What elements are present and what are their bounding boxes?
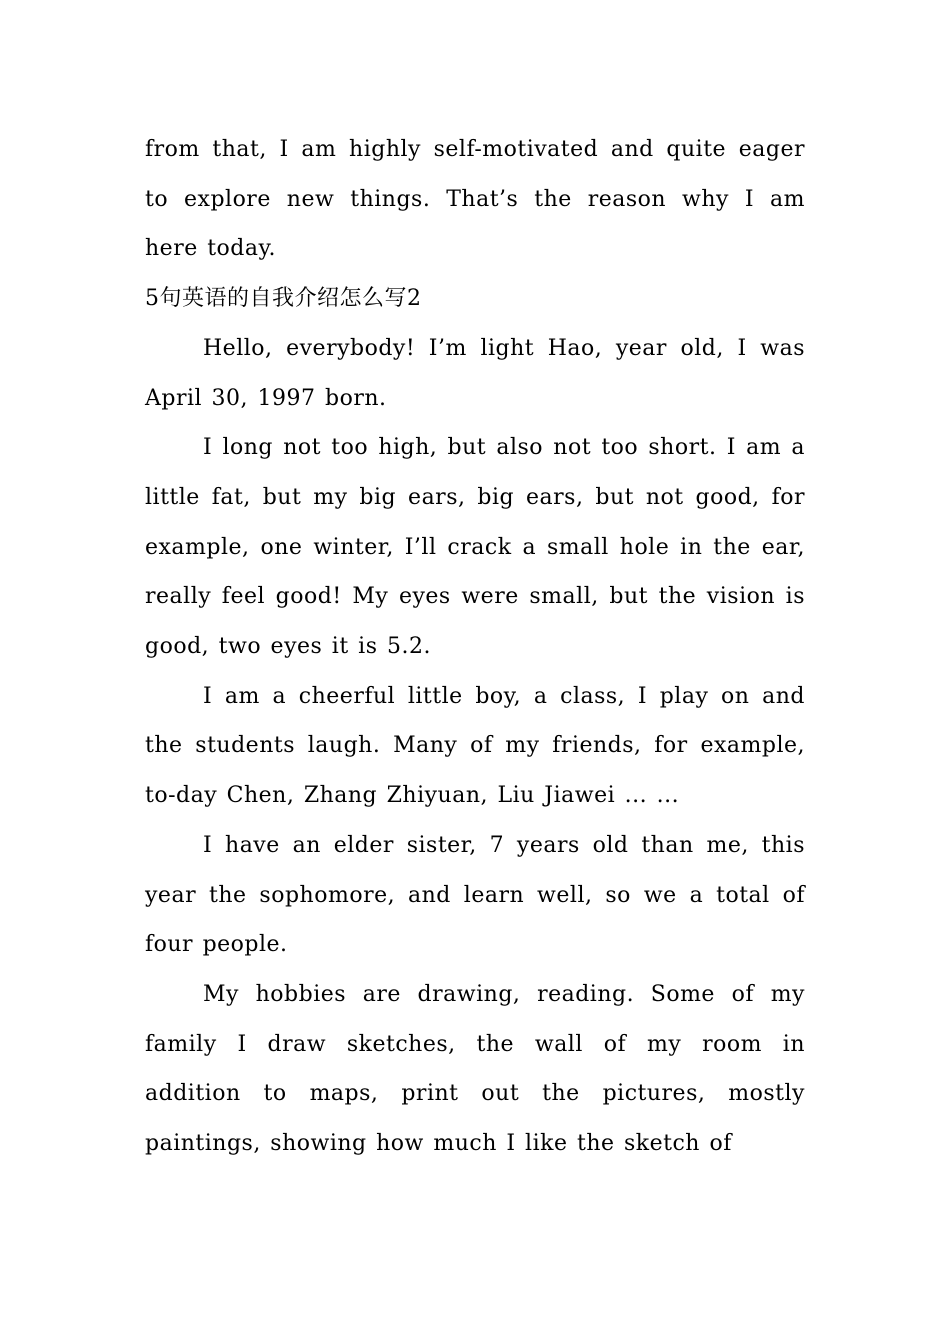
- paragraph-greeting: Hello, everybody! I’m light Hao, year old, I was April 30, 1997 born.: [145, 335, 805, 411]
- paragraph-continuation: from that, I am highly self-motivated and quite eager to explore new things. That’s the reason why I am here today.: [145, 137, 805, 262]
- document-body: [145, 125, 805, 1169]
- paragraph-personality: I am a cheerful little boy, a class, I play on and the students laugh. Many of my friends, for example, to-day Chen, Zhang Zhiyuan, Liu Jiawei ... ...: [145, 683, 805, 809]
- section-heading: 5句英语的自我介绍怎么写2: [145, 286, 422, 312]
- paragraph-appearance: I long not too high, but also not too short. I am a little fat, but my big ears, big ears, but not good, for example, one winter, I’ll crack a small hole in the ear, really feel good! My eyes were small, but the vision is good, two eyes it is 5.2.: [145, 435, 805, 660]
- paragraph-hobbies: My hobbies are drawing, reading. Some of my family I draw sketches, the wall of my room in addition to maps, print out the pictures, mostly paintings, showing how much I like the sketch of: [145, 981, 805, 1157]
- paragraph-family: I have an elder sister, 7 years old than me, this year the sophomore, and learn well, so we a total of four people.: [145, 832, 805, 958]
